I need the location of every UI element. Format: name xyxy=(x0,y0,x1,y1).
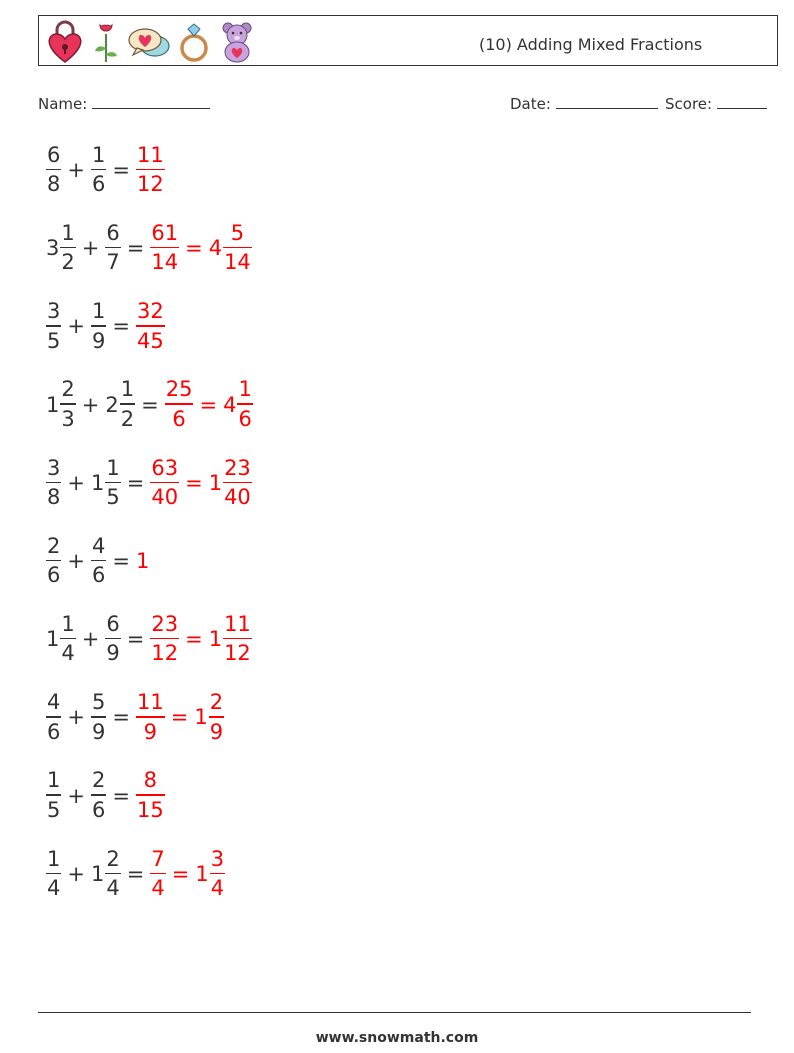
addend-b xyxy=(105,220,120,275)
addend-a-fraction-numerator: 4 xyxy=(47,690,61,715)
equals-sign: = xyxy=(126,861,145,886)
addend-a xyxy=(46,770,61,821)
answer-fraction-numerator: 63 xyxy=(151,455,179,480)
answer-mixed-whole: 4 xyxy=(208,236,223,261)
answer-mixed-fraction-denominator: 12 xyxy=(224,641,251,666)
answer-fraction xyxy=(136,692,165,743)
plus-sign: + xyxy=(67,158,85,182)
addend-b-fraction-denominator: 6 xyxy=(91,563,106,588)
answer xyxy=(150,455,251,510)
answer-equals-sign: = xyxy=(171,861,190,886)
answer-fraction xyxy=(150,846,165,901)
answer-mixed-whole: 1 xyxy=(194,705,208,730)
addend-a xyxy=(46,846,61,901)
answer-mixed-fraction xyxy=(209,692,224,743)
name-line[interactable] xyxy=(92,94,210,109)
answer-fraction xyxy=(150,611,179,666)
answer-fraction xyxy=(136,770,165,821)
problem-row xyxy=(46,609,252,669)
answer-fraction-denominator: 15 xyxy=(136,797,164,822)
addend-b-fraction-denominator: 4 xyxy=(106,876,120,901)
footer-url: www.snowmath.com xyxy=(315,1030,479,1046)
addend-b-whole: 1 xyxy=(90,861,105,886)
score-label: Score: xyxy=(665,95,713,113)
problem-row xyxy=(46,375,253,435)
plus-sign: + xyxy=(67,705,85,730)
answer-mixed xyxy=(208,611,252,666)
addend-b xyxy=(91,770,106,821)
answer-mixed-fraction-numerator: 11 xyxy=(224,611,251,636)
addend-a xyxy=(46,692,61,743)
plus-sign: + xyxy=(67,549,85,573)
answer-fraction-denominator: 40 xyxy=(151,485,179,510)
addend-a-fraction xyxy=(60,379,75,430)
answer-fraction-denominator: 45 xyxy=(136,328,164,353)
header-box xyxy=(38,15,778,66)
addend-a-fraction-denominator: 5 xyxy=(47,328,61,353)
answer-mixed-fraction xyxy=(223,455,252,510)
answer-fraction-denominator: 12 xyxy=(151,641,179,666)
equals-sign: = xyxy=(112,783,130,808)
addend-a-whole: 1 xyxy=(46,392,60,417)
addend-a-fraction-numerator: 6 xyxy=(47,142,61,167)
rose-icon xyxy=(91,20,121,64)
answer-fraction xyxy=(136,142,165,197)
addend-a-fraction xyxy=(46,846,61,901)
answer-mixed-fraction-denominator: 4 xyxy=(210,876,225,901)
addend-a-fraction xyxy=(46,533,61,588)
addend-b-fraction-denominator: 6 xyxy=(91,797,106,822)
equals-sign: = xyxy=(126,236,145,261)
addend-b-fraction-denominator: 9 xyxy=(91,328,106,353)
answer xyxy=(150,220,251,275)
answer-fraction-numerator: 7 xyxy=(151,846,165,871)
plus-sign: + xyxy=(67,783,85,808)
addend-a xyxy=(46,379,76,430)
addend-b-fraction-numerator: 1 xyxy=(120,377,135,402)
addend-b xyxy=(105,611,120,666)
addend-b-fraction-denominator: 9 xyxy=(106,641,120,666)
addend-a-fraction-numerator: 1 xyxy=(61,220,75,245)
addend-a-fraction-denominator: 2 xyxy=(61,250,75,275)
addend-b-fraction-denominator: 6 xyxy=(91,172,106,197)
addend-b xyxy=(91,301,106,352)
problem-row xyxy=(46,296,165,356)
addend-b-fraction xyxy=(120,379,135,430)
answer-fraction-numerator: 61 xyxy=(151,220,179,245)
ring-icon xyxy=(177,20,211,64)
addend-a-fraction-denominator: 4 xyxy=(47,876,61,901)
answer-equals-sign: = xyxy=(170,705,189,730)
answer-mixed xyxy=(194,692,224,743)
answer-fraction xyxy=(136,301,165,352)
answer-equals-sign: = xyxy=(185,627,203,652)
equals-sign: = xyxy=(141,392,159,417)
answer-mixed-fraction xyxy=(223,611,252,666)
addend-b-fraction-denominator: 9 xyxy=(91,719,106,744)
addend-b-fraction xyxy=(91,142,106,197)
answer-mixed xyxy=(195,846,225,901)
answer-fraction-numerator: 11 xyxy=(136,142,164,167)
date-line[interactable] xyxy=(556,94,658,109)
addend-b-whole: 2 xyxy=(105,392,119,417)
addend-b-fraction-denominator: 7 xyxy=(106,250,120,275)
plus-sign: + xyxy=(81,392,100,417)
problem-row xyxy=(46,766,165,826)
addend-a-fraction xyxy=(46,692,61,743)
answer-equals-sign: = xyxy=(185,470,203,495)
answer-fraction xyxy=(150,220,179,275)
problem-row xyxy=(46,140,165,200)
addend-a-fraction xyxy=(46,301,61,352)
addend-b-fraction xyxy=(91,301,106,352)
equals-sign: = xyxy=(112,549,130,573)
addend-a-fraction-denominator: 4 xyxy=(61,641,75,666)
answer-fraction-numerator: 32 xyxy=(136,299,164,324)
answer-equals-sign: = xyxy=(185,236,203,261)
addend-b xyxy=(90,846,121,901)
addend-b-fraction-numerator: 4 xyxy=(91,533,106,558)
addend-a-fraction-numerator: 2 xyxy=(61,377,75,402)
addend-b xyxy=(91,692,106,743)
addend-b-fraction-denominator: 2 xyxy=(120,406,135,431)
addend-b-fraction-numerator: 2 xyxy=(106,846,120,871)
addend-a xyxy=(46,142,61,197)
addend-a xyxy=(46,611,76,666)
answer xyxy=(150,611,251,666)
problem-row xyxy=(46,844,225,904)
teddy-bear-icon xyxy=(217,20,257,64)
answer-fraction-numerator: 8 xyxy=(143,768,158,793)
addend-b-fraction-numerator: 2 xyxy=(91,768,106,793)
answer-mixed-fraction-numerator: 23 xyxy=(224,455,251,480)
answer-mixed-fraction-denominator: 6 xyxy=(238,406,252,431)
love-chat-icon xyxy=(127,20,171,64)
answer-whole: 1 xyxy=(135,549,150,573)
answer-fraction-denominator: 14 xyxy=(151,250,179,275)
problem-row xyxy=(46,531,149,591)
plus-sign: + xyxy=(67,470,85,495)
equals-sign: = xyxy=(112,158,130,182)
addend-a-fraction-denominator: 8 xyxy=(47,172,61,197)
answer-mixed-whole: 4 xyxy=(223,392,237,417)
addend-b-fraction-numerator: 1 xyxy=(106,455,120,480)
addend-b-fraction xyxy=(105,455,120,510)
addend-b-fraction xyxy=(91,533,106,588)
answer-fraction-numerator: 23 xyxy=(151,611,179,636)
answer-equals-sign: = xyxy=(199,392,218,417)
answer-mixed xyxy=(208,220,252,275)
addend-a-fraction-denominator: 8 xyxy=(47,485,61,510)
addend-a xyxy=(46,455,61,510)
score-line[interactable] xyxy=(717,94,767,109)
answer-mixed-whole: 1 xyxy=(195,861,209,886)
addend-a-fraction-denominator: 3 xyxy=(61,406,75,431)
score-field[interactable] xyxy=(665,94,767,113)
addend-a-fraction xyxy=(46,770,61,821)
answer-mixed-fraction-numerator: 1 xyxy=(238,377,252,402)
plus-sign: + xyxy=(81,627,100,652)
addend-b-fraction xyxy=(105,220,120,275)
addend-a-fraction-numerator: 3 xyxy=(47,299,61,324)
name-field[interactable] xyxy=(38,94,210,113)
answer xyxy=(136,692,224,743)
addend-b-fraction xyxy=(105,846,120,901)
footer-divider xyxy=(38,1012,751,1013)
heart-lock-icon xyxy=(45,20,85,64)
addend-a-fraction xyxy=(46,455,61,510)
answer-mixed-fraction xyxy=(223,220,252,275)
addend-a-fraction-denominator: 6 xyxy=(47,719,61,744)
answer xyxy=(136,301,165,352)
addend-b xyxy=(91,142,106,197)
addend-b-fraction xyxy=(91,692,106,743)
addend-b-fraction-numerator: 1 xyxy=(91,142,106,167)
header-icons xyxy=(45,20,257,64)
answer xyxy=(136,770,165,821)
answer-fraction xyxy=(165,379,194,430)
addend-a-fraction-numerator: 2 xyxy=(47,533,61,558)
equals-sign: = xyxy=(126,470,145,495)
addend-a xyxy=(46,533,61,588)
addend-a-fraction-denominator: 5 xyxy=(47,797,61,822)
answer-mixed-fraction-denominator: 9 xyxy=(209,719,224,744)
addend-b-fraction-numerator: 6 xyxy=(106,611,120,636)
answer-mixed xyxy=(223,379,253,430)
answer-fraction-denominator: 6 xyxy=(172,406,186,431)
addend-b-fraction xyxy=(91,770,106,821)
addend-a-fraction-numerator: 1 xyxy=(61,611,75,636)
addend-a-fraction-numerator: 1 xyxy=(47,768,61,793)
addend-b-fraction-denominator: 5 xyxy=(106,485,120,510)
answer-mixed-fraction xyxy=(237,379,252,430)
addend-a-fraction xyxy=(60,611,75,666)
answer-mixed-fraction xyxy=(210,846,225,901)
addend-a xyxy=(46,220,76,275)
answer-fraction-numerator: 25 xyxy=(165,377,193,402)
answer-mixed xyxy=(208,455,252,510)
worksheet-title: (10) Adding Mixed Fractions xyxy=(479,35,703,54)
answer xyxy=(165,379,253,430)
addend-b-fraction-numerator: 6 xyxy=(106,220,120,245)
equals-sign: = xyxy=(112,705,130,730)
addend-b xyxy=(91,533,106,588)
answer-mixed-fraction-numerator: 5 xyxy=(230,220,245,245)
addend-b-whole: 1 xyxy=(90,470,105,495)
date-label: Date: xyxy=(510,95,551,113)
answer-mixed-fraction-numerator: 2 xyxy=(209,690,224,715)
equals-sign: = xyxy=(126,627,145,652)
addend-a-fraction xyxy=(60,220,75,275)
plus-sign: + xyxy=(67,861,85,886)
plus-sign: + xyxy=(81,236,100,261)
answer-fraction-denominator: 9 xyxy=(143,719,158,744)
name-label: Name: xyxy=(38,95,88,113)
plus-sign: + xyxy=(67,314,85,339)
addend-a-fraction-numerator: 3 xyxy=(47,455,61,480)
problem-row xyxy=(46,218,252,278)
addend-a-whole: 1 xyxy=(46,627,60,652)
answer xyxy=(136,549,149,573)
answer-mixed-fraction-numerator: 3 xyxy=(210,846,225,871)
answer-fraction-numerator: 11 xyxy=(136,690,164,715)
answer-mixed-whole: 1 xyxy=(208,470,223,495)
addend-b xyxy=(105,379,135,430)
addend-a-fraction xyxy=(46,142,61,197)
addend-b-fraction-numerator: 1 xyxy=(91,299,106,324)
addend-a xyxy=(46,301,61,352)
addend-b-fraction xyxy=(105,611,120,666)
problem-row xyxy=(46,453,252,513)
addend-a-fraction-denominator: 6 xyxy=(47,563,61,588)
equals-sign: = xyxy=(112,314,130,339)
addend-a-whole: 3 xyxy=(46,236,60,261)
answer-mixed-fraction-denominator: 14 xyxy=(224,250,251,275)
answer-mixed-fraction-denominator: 40 xyxy=(224,485,251,510)
addend-b xyxy=(90,455,121,510)
addend-a-fraction-numerator: 1 xyxy=(47,846,61,871)
date-field[interactable] xyxy=(510,94,658,113)
problem-row xyxy=(46,687,224,747)
addend-b-fraction-numerator: 5 xyxy=(91,690,106,715)
answer-fraction-denominator: 12 xyxy=(136,172,164,197)
answer xyxy=(150,846,225,901)
answer-fraction-denominator: 4 xyxy=(151,876,165,901)
answer-fraction xyxy=(150,455,179,510)
answer xyxy=(136,142,165,197)
answer-mixed-whole: 1 xyxy=(208,627,223,652)
